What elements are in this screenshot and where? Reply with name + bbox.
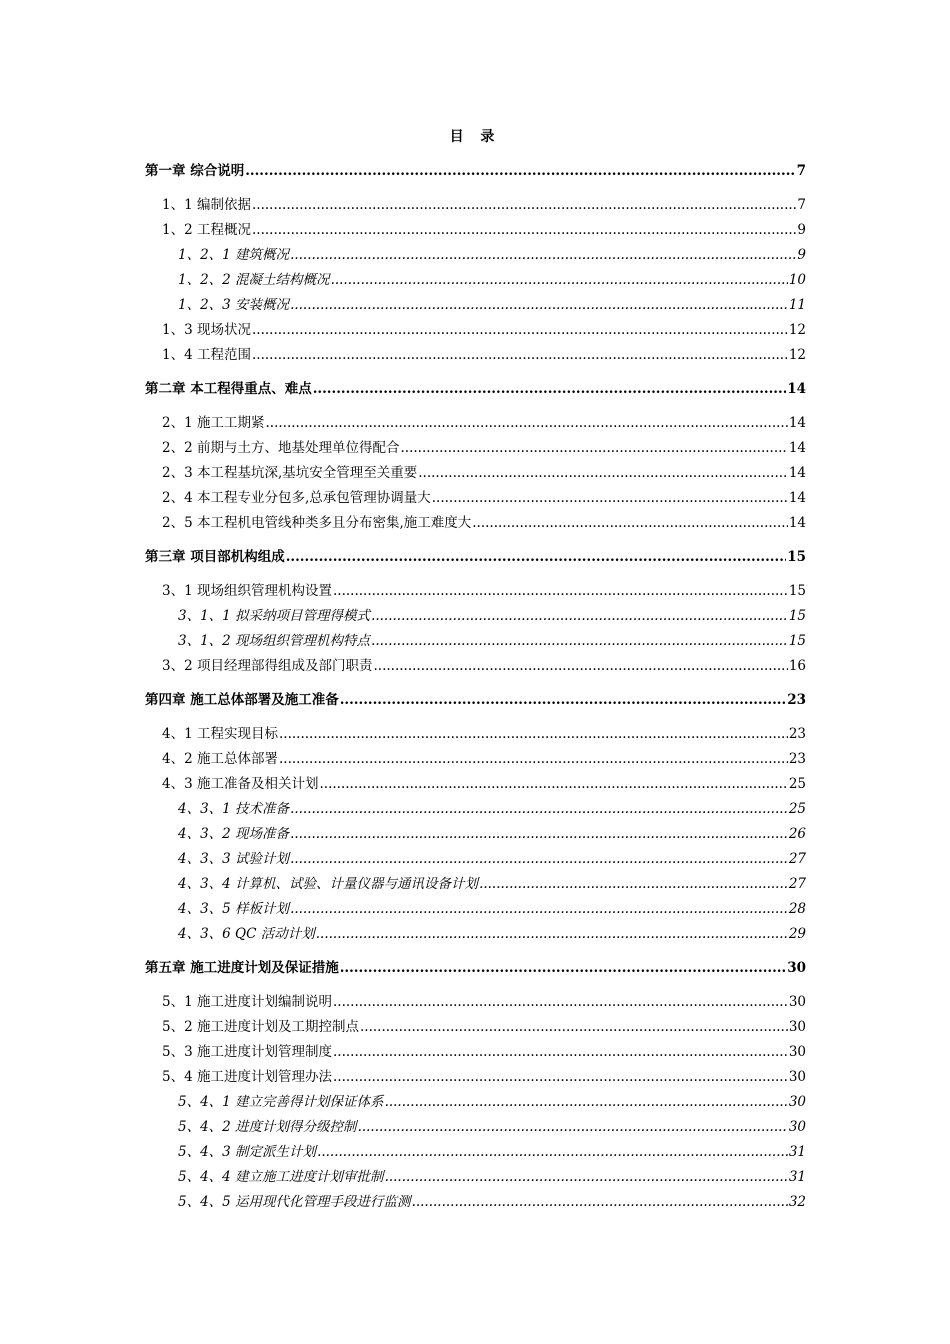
- toc-page-number: 16: [788, 658, 806, 674]
- toc-dot-leader: [290, 295, 788, 315]
- toc-dot-leader: [360, 1017, 788, 1037]
- toc-dot-leader: [432, 488, 788, 508]
- toc-page-number: 15: [788, 608, 806, 624]
- toc-entry-label: 2、5 本工程机电管线种类多且分布密集,施工难度大: [162, 515, 472, 531]
- toc-page-number: 15: [788, 633, 806, 649]
- toc-section-entry[interactable]: [162, 413, 806, 433]
- toc-dot-leader: [290, 899, 788, 919]
- toc-entry-label: 4、1 工程实现目标: [162, 726, 278, 742]
- toc-entry-label: 4、3、4 计算机、试验、计量仪器与通讯设备计划: [178, 876, 479, 892]
- toc-dot-leader: [358, 1117, 788, 1137]
- toc-dot-leader: [333, 1067, 788, 1087]
- toc-entry-label: 2、4 本工程专业分包多,总承包管理协调量大: [162, 490, 431, 506]
- toc-page-number: 30: [788, 994, 806, 1010]
- toc-page-number: 23: [788, 751, 806, 767]
- toc-dot-leader: [340, 690, 787, 710]
- toc-page-number: 30: [788, 1119, 806, 1135]
- toc-chapter-entry[interactable]: [145, 161, 806, 181]
- toc-page-number: 7: [797, 197, 806, 213]
- toc-page-number: 10: [788, 272, 806, 288]
- toc-dot-leader: [316, 924, 788, 944]
- toc-page-number: 12: [788, 322, 806, 338]
- toc-section-entry[interactable]: [162, 345, 806, 365]
- toc-page-number: 11: [788, 297, 806, 313]
- toc-dot-leader: [385, 1167, 788, 1187]
- toc-dot-leader: [385, 1092, 788, 1112]
- toc-section-entry[interactable]: [162, 1017, 806, 1037]
- toc-page-number: 14: [787, 381, 806, 397]
- toc-page-number: 29: [788, 926, 806, 942]
- toc-dot-leader: [333, 992, 788, 1012]
- toc-subsection-entry[interactable]: [178, 1167, 806, 1187]
- toc-page-number: 12: [788, 347, 806, 363]
- toc-chapter-entry[interactable]: [145, 547, 806, 567]
- toc-entry-label: 1、2 工程概况: [162, 222, 251, 238]
- toc-dot-leader: [290, 849, 788, 869]
- toc-entry-label: 第四章 施工总体部署及施工准备: [145, 692, 339, 708]
- toc-page-number: 9: [797, 247, 806, 263]
- toc-entry-label: 2、2 前期与土方、地基处理单位得配合: [162, 440, 400, 456]
- toc-entry-label: 5、4、3 制定派生计划: [178, 1144, 317, 1160]
- toc-dot-leader: [371, 606, 788, 626]
- toc-subsection-entry[interactable]: [178, 874, 806, 894]
- toc-page-number: 14: [788, 490, 806, 506]
- toc-entry-label: 3、2 项目经理部得组成及部门职责: [162, 658, 373, 674]
- toc-subsection-entry[interactable]: [178, 1142, 806, 1162]
- toc-entry-label: 5、4、5 运用现代化管理手段进行监测: [178, 1194, 411, 1210]
- toc-page-number: 9: [797, 222, 806, 238]
- toc-section-entry[interactable]: [162, 774, 806, 794]
- toc-dot-leader: [290, 245, 796, 265]
- toc-dot-leader: [290, 824, 788, 844]
- toc-section-entry[interactable]: [162, 1042, 806, 1062]
- toc-subsection-entry[interactable]: [178, 824, 806, 844]
- toc-entry-label: 5、4、1 建立完善得计划保证体系: [178, 1094, 384, 1110]
- toc-dot-leader: [479, 874, 788, 894]
- toc-dot-leader: [472, 513, 788, 533]
- toc-section-entry[interactable]: [162, 581, 806, 601]
- toc-subsection-entry[interactable]: [178, 924, 806, 944]
- toc-page-number: 28: [788, 901, 806, 917]
- toc-entry-label: 4、3、3 试验计划: [178, 851, 290, 867]
- toc-page-number: 14: [788, 515, 806, 531]
- toc-section-entry[interactable]: [162, 749, 806, 769]
- toc-page-number: 15: [788, 583, 806, 599]
- toc-entry-label: 第三章 项目部机构组成: [145, 549, 285, 565]
- toc-entry-label: 2、3 本工程基坑深,基坑安全管理至关重要: [162, 465, 418, 481]
- toc-subsection-entry[interactable]: [178, 295, 806, 315]
- toc-dot-leader: [373, 656, 787, 676]
- toc-page-number: 14: [788, 440, 806, 456]
- toc-dot-leader: [313, 379, 787, 399]
- toc-dot-leader: [252, 320, 788, 340]
- toc-entry-label: 5、1 施工进度计划编制说明: [162, 994, 332, 1010]
- toc-chapter-entry[interactable]: [145, 690, 806, 710]
- toc-entry-label: 4、3、2 现场准备: [178, 826, 290, 842]
- toc-entry-label: 5、2 施工进度计划及工期控制点: [162, 1019, 359, 1035]
- toc-entry-label: 4、3、1 技术准备: [178, 801, 290, 817]
- toc-dot-leader: [252, 195, 796, 215]
- toc-subsection-entry[interactable]: [178, 1117, 806, 1137]
- toc-entry-label: 1、3 现场状况: [162, 322, 251, 338]
- toc-entry-label: 4、3 施工准备及相关计划: [162, 776, 319, 792]
- toc-dot-leader: [252, 220, 796, 240]
- toc-page-number: 25: [788, 776, 806, 792]
- toc-chapter-entry[interactable]: [145, 379, 806, 399]
- toc-subsection-entry[interactable]: [178, 849, 806, 869]
- toc-dot-leader: [279, 749, 788, 769]
- toc-entry-label: 1、4 工程范围: [162, 347, 251, 363]
- toc-section-entry[interactable]: [162, 724, 806, 744]
- toc-section-entry[interactable]: [162, 320, 806, 340]
- toc-dot-leader: [319, 774, 787, 794]
- toc-subsection-entry[interactable]: [178, 245, 806, 265]
- toc-subsection-entry[interactable]: [178, 606, 806, 626]
- toc-entry-label: 4、3、6 QC 活动计划: [178, 926, 315, 942]
- toc-dot-leader: [371, 631, 788, 651]
- toc-page-number: 23: [787, 692, 806, 708]
- toc-entry-label: 3、1、2 现场组织管理机构特点: [178, 633, 371, 649]
- toc-entry-label: 4、2 施工总体部署: [162, 751, 278, 767]
- toc-title: 目 录: [449, 129, 501, 145]
- toc-entry-label: 5、4、4 建立施工进度计划审批制: [178, 1169, 384, 1185]
- toc-dot-leader: [265, 413, 787, 433]
- toc-entry-label: 5、4、2 进度计划得分级控制: [178, 1119, 357, 1135]
- toc-dot-leader: [418, 463, 788, 483]
- toc-entry-label: 第一章 综合说明: [145, 163, 245, 179]
- toc-page-number: 14: [788, 465, 806, 481]
- toc-page-number: 30: [788, 1069, 806, 1085]
- toc-entry-label: 3、1 现场组织管理机构设置: [162, 583, 332, 599]
- toc-entry-label: 1、2、1 建筑概况: [178, 247, 290, 263]
- toc-subsection-entry[interactable]: [178, 1092, 806, 1112]
- toc-section-entry[interactable]: [162, 992, 806, 1012]
- toc-page-number: 32: [788, 1194, 806, 1210]
- toc-entry-label: 1、2、3 安装概况: [178, 297, 290, 313]
- toc-dot-leader: [333, 1042, 788, 1062]
- toc-page-number: 31: [788, 1144, 806, 1160]
- toc-dot-leader: [286, 547, 787, 567]
- toc-subsection-entry[interactable]: [178, 799, 806, 819]
- toc-page-number: 30: [787, 960, 806, 976]
- toc-dot-leader: [252, 345, 788, 365]
- toc-entry-label: 第二章 本工程得重点、难点: [145, 381, 312, 397]
- toc-section-entry[interactable]: [162, 463, 806, 483]
- toc-subsection-entry[interactable]: [178, 270, 806, 290]
- toc-section-entry[interactable]: [162, 438, 806, 458]
- toc-entry-label: 5、4 施工进度计划管理办法: [162, 1069, 332, 1085]
- toc-dot-leader: [245, 161, 795, 181]
- toc-section-entry[interactable]: [162, 220, 806, 240]
- toc-dot-leader: [331, 270, 788, 290]
- toc-subsection-entry[interactable]: [178, 631, 806, 651]
- toc-subsection-entry[interactable]: [178, 899, 806, 919]
- toc-page-number: 26: [788, 826, 806, 842]
- toc-page-number: 23: [788, 726, 806, 742]
- toc-entry-label: 3、1、1 拟采纳项目管理得模式: [178, 608, 371, 624]
- toc-dot-leader: [290, 799, 788, 819]
- toc-dot-leader: [333, 581, 788, 601]
- toc-section-entry[interactable]: [162, 656, 806, 676]
- toc-page-number: 7: [796, 163, 806, 179]
- toc-section-entry[interactable]: [162, 1067, 806, 1087]
- toc-dot-leader: [340, 958, 787, 978]
- toc-section-entry[interactable]: [162, 488, 806, 508]
- toc-entry-label: 第五章 施工进度计划及保证措施: [145, 960, 339, 976]
- toc-page-number: 15: [787, 549, 806, 565]
- toc-page-number: 31: [788, 1169, 806, 1185]
- toc-dot-leader: [400, 438, 787, 458]
- toc-section-entry[interactable]: [162, 195, 806, 215]
- toc-page-number: 14: [788, 415, 806, 431]
- toc-entry-label: 4、3、5 样板计划: [178, 901, 290, 917]
- toc-page-number: 30: [788, 1044, 806, 1060]
- toc-chapter-entry[interactable]: [145, 958, 806, 978]
- toc-page-number: 30: [788, 1094, 806, 1110]
- toc-section-entry[interactable]: [162, 513, 806, 533]
- toc-page-number: 25: [788, 801, 806, 817]
- toc-subsection-entry[interactable]: [178, 1192, 806, 1212]
- toc-page-number: 27: [788, 851, 806, 867]
- toc-dot-leader: [317, 1142, 788, 1162]
- toc-entry-label: 2、1 施工工期紧: [162, 415, 265, 431]
- toc-entry-label: 1、1 编制依据: [162, 197, 251, 213]
- toc-page-number: 27: [788, 876, 806, 892]
- toc-page-number: 30: [788, 1019, 806, 1035]
- toc-entry-label: 1、2、2 混凝土结构概况: [178, 272, 330, 288]
- toc-dot-leader: [279, 724, 788, 744]
- toc-entry-label: 5、3 施工进度计划管理制度: [162, 1044, 332, 1060]
- toc-dot-leader: [412, 1192, 788, 1212]
